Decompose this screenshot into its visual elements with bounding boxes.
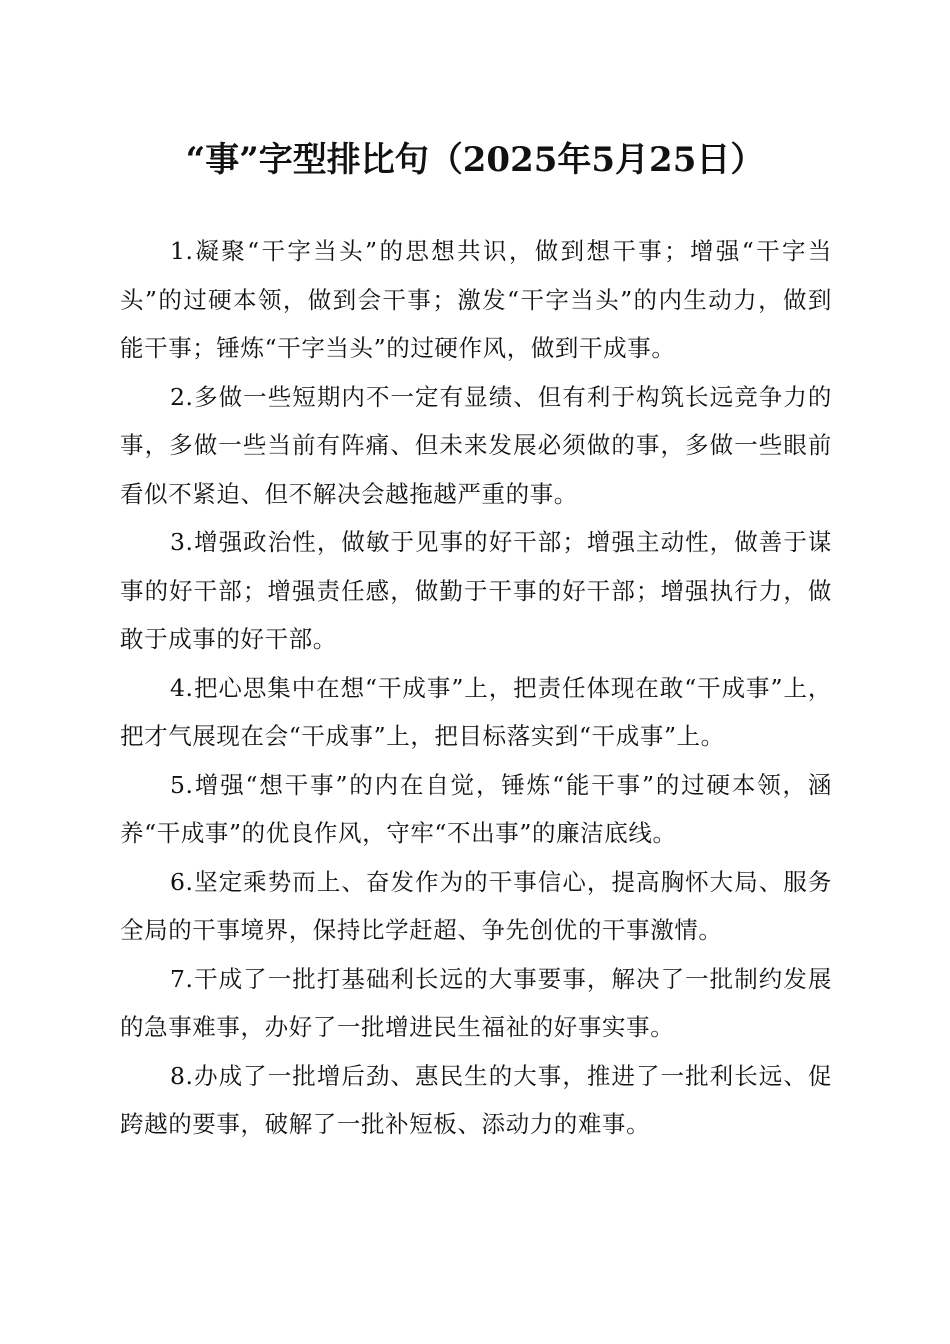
- paragraph-5: 5.增强“想干事”的内在自觉，锤炼“能干事”的过硬本领，涵养“干成事”的优良作风，守牢“不出事”的廉洁底线。: [120, 770, 832, 847]
- paragraph-6: 6.坚定乘势而上、奋发作为的干事信心，提高胸怀大局、服务全局的干事境界，保持比学赶超、争先创优的干事激情。: [120, 867, 832, 944]
- document-body: [120, 227, 832, 1149]
- paragraph-2: 2.多做一些短期内不一定有显绩、但有利于构筑长远竞争力的事，多做一些当前有阵痛、但未来发展必须做的事，多做一些眼前看似不紧迫、但不解决会越拖越严重的事。: [120, 382, 832, 508]
- paragraph-7: 7.干成了一批打基础利长远的大事要事，解决了一批制约发展的急事难事，办好了一批增进民生福祉的好事实事。: [120, 964, 832, 1041]
- paragraph-8: 8.办成了一批增后劲、惠民生的大事，推进了一批利长远、促跨越的要事，破解了一批补短板、添动力的难事。: [120, 1061, 832, 1138]
- paragraph-1: 1.凝聚“干字当头”的思想共识，做到想干事；增强“干字当头”的过硬本领，做到会干事；激发“干字当头”的内生动力，做到能干事；锤炼“干字当头”的过硬作风，做到干成事。: [120, 237, 832, 362]
- paragraph-3: 3.增强政治性，做敏于见事的好干部；增强主动性，做善于谋事的好干部；增强责任感，做勤于干事的好干部；增强执行力，做敢于成事的好干部。: [120, 528, 832, 653]
- document-title: “事”字型排比句（2025年5月25日）: [185, 140, 765, 180]
- paragraph-4: 4.把心思集中在想“干成事”上，把责任体现在敢“干成事”上，把才气展现在会“干成事”上，把目标落实到“干成事”上。: [120, 673, 832, 750]
